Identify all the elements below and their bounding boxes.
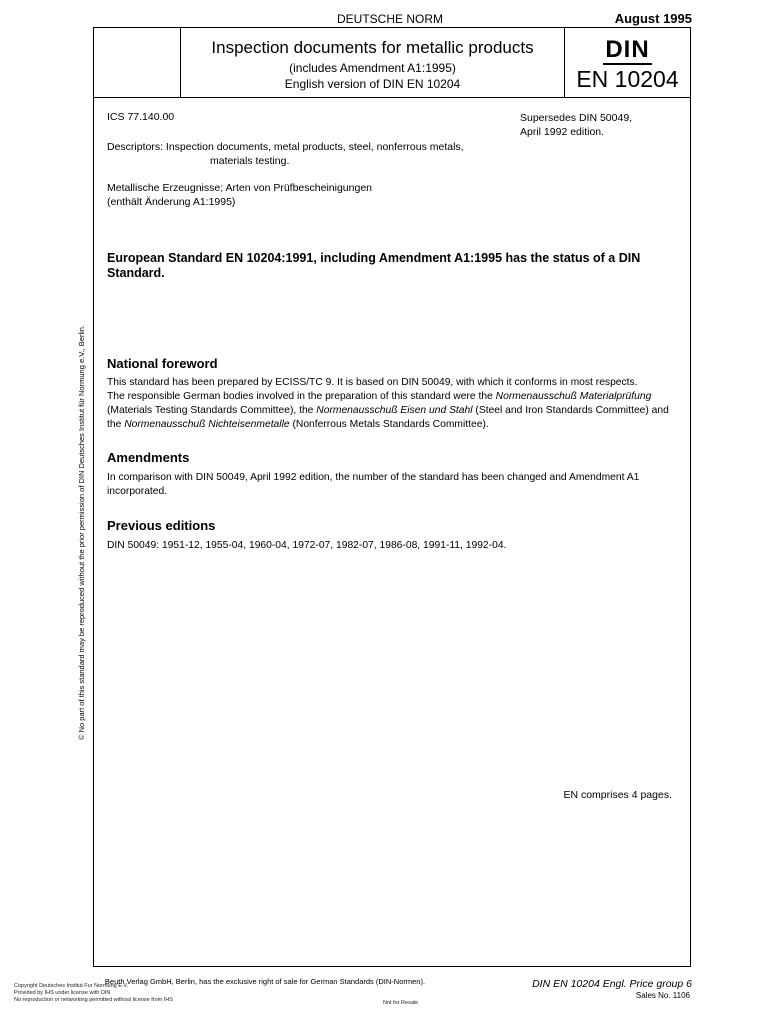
- din-logo-text: DIN: [605, 36, 650, 63]
- nf-text-a: The responsible German bodies involved in the preparation of this standard were the: [107, 391, 496, 402]
- copyright-side-note: © No part of this standard may be reproduced without the prior permission of DIN Deutsches Institut für Normung e.V., Berlin.: [77, 324, 86, 740]
- copyright-line-2: Provided by IHS under license with DIN: [14, 990, 111, 996]
- german-title: [107, 181, 372, 209]
- publisher-note: Beuth Verlag GmbH, Berlin, has the exclusive right of sale for German Standards (DIN-Normen).: [104, 977, 426, 986]
- copyright-line-1: Copyright Deutsches Institut Fur Normung E.V.: [14, 983, 129, 989]
- page-count-note: EN comprises 4 pages.: [563, 789, 672, 801]
- supersedes-line-1: Supersedes DIN 50049,: [520, 112, 633, 124]
- german-title-line-1: Metallische Erzeugnisse; Arten von Prüfbescheinigungen: [107, 182, 372, 194]
- descriptors: [107, 140, 527, 168]
- norm-label: DEUTSCHE NORM: [336, 12, 443, 26]
- nf-text-c: (Materials Testing Standards Committee), the: [107, 405, 317, 416]
- ics-code: ICS 77.140.00: [107, 111, 175, 123]
- national-foreword-heading: National foreword: [107, 356, 218, 371]
- national-foreword-p2: [107, 390, 679, 432]
- committee-iron-steel: Normenausschuß Eisen und Stahl: [316, 405, 473, 416]
- copyright-notice: [14, 983, 274, 1004]
- national-foreword-p1: This standard has been prepared by ECISS/TC 9. It is based on DIN 50049, with which it conforms in most respects.: [107, 377, 638, 388]
- german-title-line-2: (enthält Änderung A1:1995): [107, 196, 236, 208]
- amendments-body: In comparison with DIN 50049, April 1992 edition, the number of the standard has been changed and Amendment A1 incorporated.: [107, 472, 640, 497]
- resale-note: Not for Resale: [383, 1000, 419, 1006]
- previous-editions-heading: Previous editions: [107, 518, 216, 533]
- faint-mark: · · · · · · · · · ·: [370, 960, 424, 966]
- previous-editions-body: DIN 50049: 1951-12, 1955-04, 1960-04, 1972-07, 1982-07, 1986-08, 1991-11, 1992-04.: [107, 540, 507, 551]
- descriptors-line-2: materials testing.: [210, 155, 290, 167]
- status-statement: European Standard EN 10204:1991, including Amendment A1:1995 has the status of a DIN Standard.: [107, 251, 641, 280]
- din-logo: [565, 36, 690, 64]
- nf-text-g: (Nonferrous Metals Standards Committee).: [289, 419, 489, 430]
- supersedes-line-2: April 1992 edition.: [520, 126, 605, 138]
- publication-date: August 1995: [614, 11, 692, 26]
- document-title: Inspection documents for metallic products: [211, 38, 534, 57]
- copyright-line-3: No reproduction or networking permitted without license from IHS: [14, 997, 173, 1003]
- supersedes-note: [520, 111, 680, 139]
- standard-number: EN 10204: [576, 66, 679, 92]
- national-foreword-body: [107, 376, 679, 432]
- amendments-heading: Amendments: [107, 450, 190, 465]
- committee-nonferrous: Normenausschuß Nichteisenmetalle: [124, 419, 290, 430]
- nf-text-e: (Steel and Iron Standards Committee) and the: [107, 405, 669, 430]
- document-subtitle-amendment: (includes Amendment A1:1995): [289, 61, 456, 75]
- descriptors-line-1: Descriptors: Inspection documents, metal products, steel, nonferrous metals,: [107, 141, 464, 153]
- document-subtitle-version: English version of DIN EN 10204: [284, 77, 461, 91]
- footer-reference: DIN EN 10204 Engl. Price group 6: [532, 978, 692, 990]
- committee-materials-testing: Normenausschuß Materialprüfung: [495, 391, 652, 402]
- sales-number: Sales No. 1106: [635, 991, 690, 1000]
